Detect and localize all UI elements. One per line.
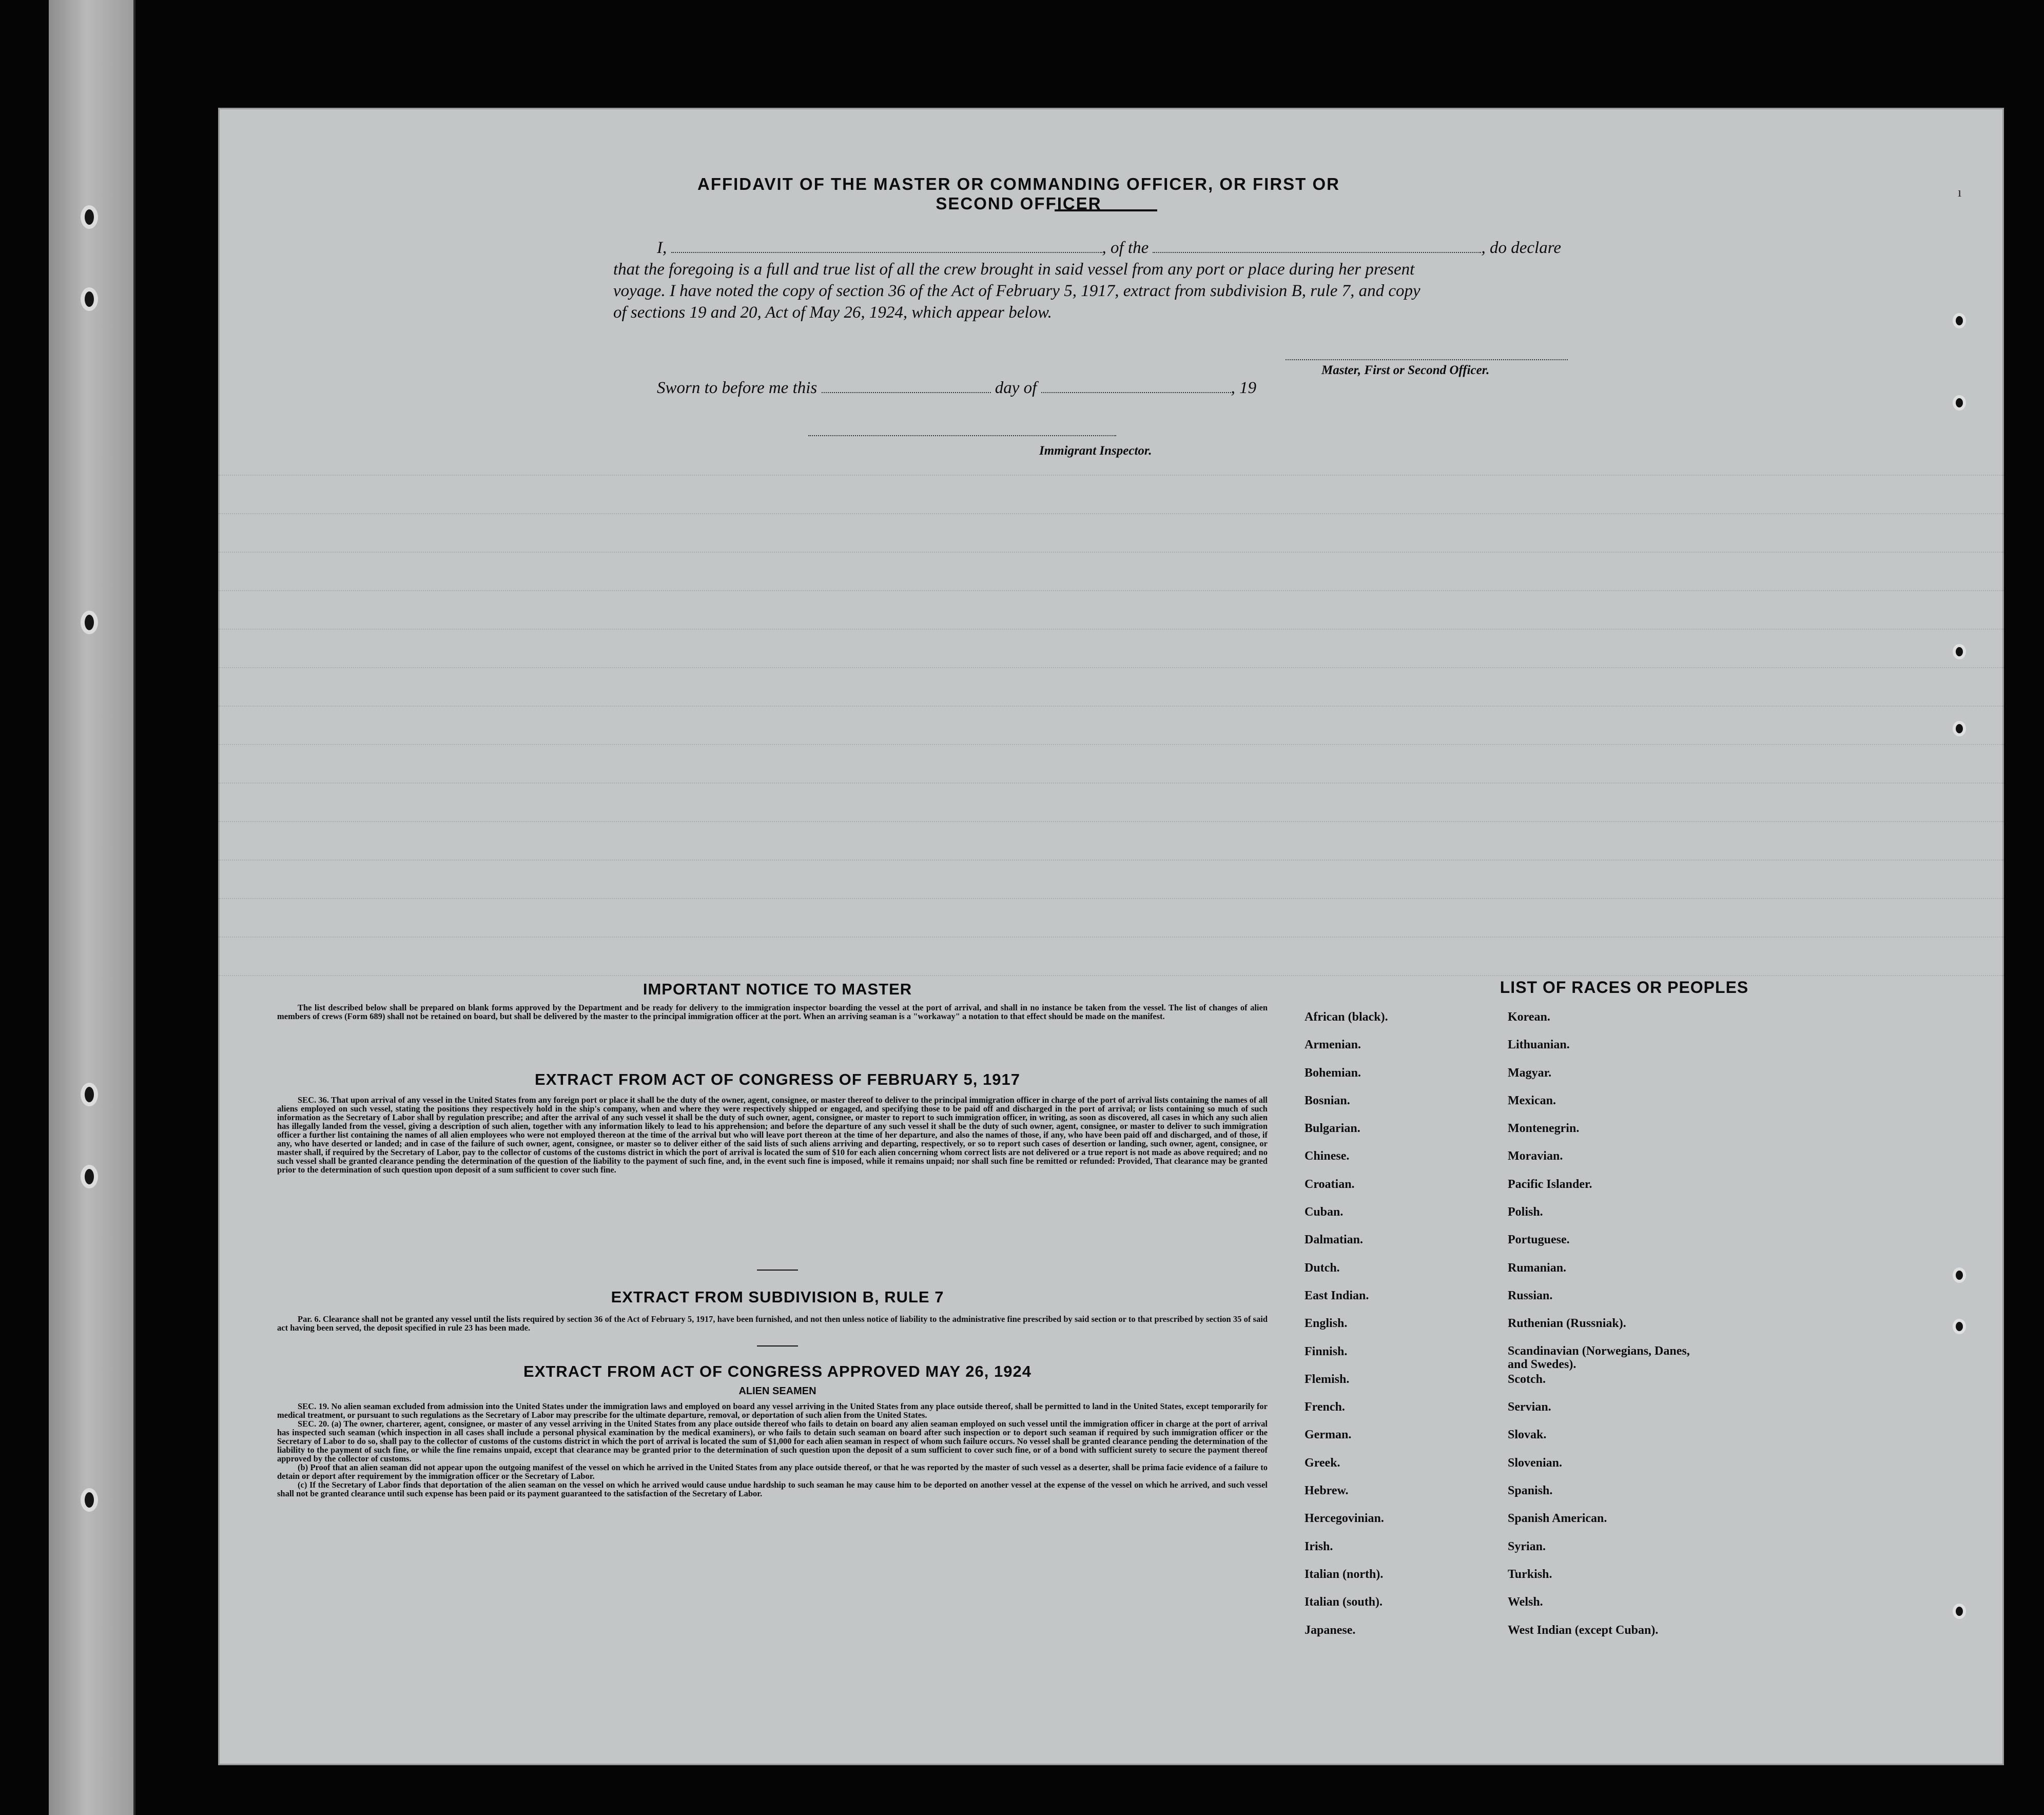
rule-7-title: EXTRACT FROM SUBDIVISION B, RULE 7 (611, 1288, 944, 1306)
day-blank (822, 392, 991, 393)
year-prefix: , 19 (1231, 379, 1257, 397)
rule-7-text: Par. 6. Clearance shall not be granted any vessel until the lists required by section 36 of the Act of February 5, 1917, have been furnished, and not then unless notice of liability to the administrative fine prescribed by said section or to that prescribed by section 35 of said act having been served, the deposit specified in rule 23 has been made. (277, 1314, 1268, 1333)
alien-seamen-subtitle: ALIEN SEAMEN (738, 1385, 816, 1397)
race-item: Ruthenian (Russniak). (1508, 1317, 1626, 1331)
races-title: LIST OF RACES OR PEOPLES (1500, 978, 1749, 997)
race-item: Scandinavian (Norwegians, Danes, and Swedes). (1508, 1344, 1690, 1371)
affidavit-line-1 (657, 239, 1561, 258)
document-sheet (218, 108, 2004, 1765)
faint-stamp (1511, 1657, 1516, 1679)
race-item: Montenegrin. (1508, 1122, 1580, 1136)
signature-blank (1286, 359, 1568, 360)
race-item: Mexican. (1508, 1094, 1556, 1107)
race-item: Spanish. (1508, 1484, 1553, 1498)
race-item: Moravian. (1508, 1149, 1563, 1163)
race-item: French. (1305, 1400, 1345, 1414)
race-item: African (black). (1305, 1010, 1388, 1024)
affidavit-declare: , do declare (1481, 239, 1561, 257)
race-item: West Indian (except Cuban). (1508, 1623, 1659, 1637)
binder-hole (1953, 1319, 1966, 1334)
affidavit-of-the: , of the (1102, 239, 1149, 257)
race-item: Spanish American. (1508, 1512, 1607, 1526)
corner-mark: ı (1958, 185, 1962, 200)
race-item: East Indian. (1305, 1289, 1369, 1302)
race-item: Korean. (1508, 1010, 1550, 1024)
race-item: Bosnian. (1305, 1094, 1350, 1107)
inspector-label: Immigrant Inspector. (1039, 444, 1152, 458)
affidavit-i: I, (657, 239, 667, 257)
sworn-line (657, 379, 1256, 398)
punch-hole (81, 287, 98, 311)
punch-hole (81, 1488, 98, 1512)
section-divider (757, 1270, 798, 1271)
race-item: Cuban. (1305, 1205, 1344, 1219)
races-left-column (1305, 1010, 1388, 1651)
sec-20b: (b) Proof that an alien seaman did not appear upon the outgoing manifest of the vessel on which he arrived in the United States from any place outside thereof, or that he was reported by the master of such vessel as a deserter, shall be prima facie evidence of a failure to detain or deport after requirement by the immigration officer or the Secretary of Labor. (277, 1462, 1268, 1481)
race-item: Armenian. (1305, 1038, 1361, 1052)
race-item: Magyar. (1508, 1066, 1552, 1080)
race-item: Russian. (1508, 1289, 1553, 1302)
race-item: Scotch. (1508, 1372, 1546, 1386)
race-item: Portuguese. (1508, 1233, 1570, 1247)
race-item: Dutch. (1305, 1261, 1340, 1275)
affidavit-line-4: of sections 19 and 20, Act of May 26, 1924, which appear below. (613, 303, 1052, 322)
race-item: Greek. (1305, 1456, 1340, 1470)
race-item: Bohemian. (1305, 1066, 1361, 1080)
master-label: Master, First or Second Officer. (1321, 363, 1490, 377)
binder-hole (1953, 313, 1966, 328)
affidavit-line-2: that the foregoing is a full and true list of all the crew brought in said vessel from any port or place during her present (613, 260, 1415, 279)
race-item: Italian (south). (1305, 1595, 1383, 1609)
race-item: Dalmatian. (1305, 1233, 1363, 1247)
race-item: Slovenian. (1508, 1456, 1563, 1470)
extract-1917-title: EXTRACT FROM ACT OF CONGRESS OF FEBRUARY 5, 1917 (535, 1070, 1020, 1088)
extract-1917-text: SEC. 36. That upon arrival of any vessel in the United States from any foreign port or place it shall be the duty of the owner, agent, consignee, or master thereof to deliver to the principal immigration officer in charge of the port of arrival lists containing the names of all aliens employed on such vessel, stating the positions they respectively hold in the ship's company, when and where they were respectively shipped or engaged, and specifying those to be paid off and discharged in the port of arrival; or lists containing so much of such information as the Secretary of Labor shall by regulation prescribe; and after the arrival of any such vessel it shall be the duty of such owner, agent, consignee, or master to report to such immigration officer, in writing, as soon as discovered, all cases in which any such alien has illegally landed from the vessel, giving a description of such alien, together with any information likely to lead to his apprehension; and before the departure of any such vessel it shall be the duty of such owner, agent, consignee, or master to deliver to such immigration officer a further list containing the names of all alien employees who were not employed thereon at the time of the arrival but who will leave port thereon at the time of her departure, and also the names of those, if any, who have been paid off and discharged, and of those, if any, who have deserted or landed; and in case of the failure of such owner, agent, consignee, or master so to deliver either of the said lists of such aliens arriving and departing, respectively, or so to report such cases of desertion or landing, such owner, agent, consignee, or master shall, if required by the Secretary of Labor, pay to the collector of customs of the customs district in which the port of arrival is located the sum of $10 for each alien concerning whom correct lists are not delivered or a true report is not made as above required; and no such vessel shall be granted clearance pending the determination of the question of the liability to the payment of such fine, and, in the event such fine is imposed, while it remains unpaid; nor shall such fine be remitted or refunded: Provided, That clearance may be granted prior to the determination of such question upon deposit of a sum sufficient to cover such fine. (277, 1095, 1268, 1175)
extract-1924-title: EXTRACT FROM ACT OF CONGRESS APPROVED MAY 26, 1924 (523, 1362, 1031, 1380)
race-item: Irish. (1305, 1539, 1333, 1553)
month-blank (1041, 392, 1231, 393)
title-rule (1055, 209, 1157, 211)
binder-hole (1953, 1604, 1966, 1619)
affidavit-title: AFFIDAVIT OF THE MASTER OR COMMANDING OFFICER, OR FIRST OR SECOND OFFICER (697, 174, 1340, 213)
punch-hole (81, 1083, 98, 1106)
races-right-column (1508, 1010, 1723, 1651)
binder-hole (1953, 721, 1966, 736)
notice-title: IMPORTANT NOTICE TO MASTER (643, 980, 912, 998)
race-item: Turkish. (1508, 1567, 1552, 1581)
inspector-blank (808, 435, 1116, 436)
sec-20c: (c) If the Secretary of Labor finds that deportation of the alien seaman on the vessel on which he arrived would cause undue hardship to such seaman he may cause him to be deported on another vessel at the expense of the vessel on which he arrived, and such vessel shall not be granted clearance until such expense has been paid or its payment guaranteed to the satisfaction of the Secretary of Labor. (277, 1480, 1268, 1498)
extract-1924-text (277, 1402, 1268, 1498)
race-item: Servian. (1508, 1400, 1551, 1414)
punch-hole (81, 205, 98, 229)
sec-19: SEC. 19. No alien seaman excluded from admission into the United States under the immigration laws and employed on board any vessel arriving in the United States from any place outside thereof, shall be permitted to land in the United States, except temporarily for medical treatment, or pursuant to such regulations as the Secretary of Labor may prescribe for the ultimate departure, removal, or deportation of such alien from the United States. (277, 1401, 1268, 1420)
race-item: Flemish. (1305, 1372, 1350, 1386)
punch-hole (81, 1165, 98, 1188)
race-item: Pacific Islander. (1508, 1177, 1592, 1191)
binder-hole (1953, 1267, 1966, 1283)
notice-text: The list described below shall be prepared on blank forms approved by the Department and be ready for delivery to the immigration inspector boarding the vessel at the port of arrival, and shall in no instance be taken from the vessel. The list of changes of alien members of crews (Form 689) shall not be retained on board, but shall be delivered by the master to the principal immigration officer at the port. When an arriving seaman is a "workaway" a notation to that effect should be made on the manifest. (277, 1003, 1268, 1021)
race-item: Japanese. (1305, 1623, 1356, 1637)
race-item: Bulgarian. (1305, 1122, 1360, 1136)
race-item: Syrian. (1508, 1539, 1546, 1553)
punch-hole (81, 611, 98, 634)
day-of-text: day of (995, 379, 1037, 397)
name-blank (671, 252, 1102, 253)
race-item: Slovak. (1508, 1428, 1547, 1442)
race-item: Finnish. (1305, 1344, 1348, 1358)
film-edge-strip (49, 0, 135, 1815)
race-item: German. (1305, 1428, 1352, 1442)
race-item: Chinese. (1305, 1149, 1350, 1163)
sworn-text: Sworn to before me this (657, 379, 817, 397)
race-item: Lithuanian. (1508, 1038, 1570, 1052)
race-item: Polish. (1508, 1205, 1543, 1219)
race-item: Hebrew. (1305, 1484, 1349, 1498)
race-item: Welsh. (1508, 1595, 1543, 1609)
race-item: Hercegovinian. (1305, 1512, 1384, 1526)
race-item: Croatian. (1305, 1177, 1355, 1191)
race-item: Italian (north). (1305, 1567, 1384, 1581)
affidavit-line-3: voyage. I have noted the copy of section 36 of the Act of February 5, 1917, extract from subdivision B, rule 7, and copy (613, 282, 1420, 300)
binder-hole (1953, 644, 1966, 659)
race-item: English. (1305, 1317, 1348, 1331)
section-divider (757, 1345, 798, 1346)
vessel-blank (1153, 252, 1481, 253)
sec-20a: SEC. 20. (a) The owner, charterer, agent, consignee, or master of any vessel arriving in the United States from any place outside thereof who fails to detain on board any alien seaman employed on such vessel until the immigration officer in charge at the port of arrival has inspected such seaman (which inspection in all cases shall include a personal physical examination by the medical examiners), or who fails to detain such seaman on board after such inspection or to deport such seaman if required by such immigration officer or the Secretary of Labor to do so, shall pay to the collector of customs of the customs district in which the port of arrival is located the sum of $1,000 for each alien seaman in respect of whom such failure occurs. No vessel shall be granted clearance pending the determination of the liability to the payment of such fine, or while the fine remains unpaid, except that clearance may be granted prior to the determination of such question upon the deposit of a sum sufficient to cover such fine, or of a bond with sufficient surety to secure the payment thereof approved by the collector of customs. (277, 1419, 1268, 1463)
race-item: Rumanian. (1508, 1261, 1567, 1275)
binder-hole (1953, 395, 1966, 411)
